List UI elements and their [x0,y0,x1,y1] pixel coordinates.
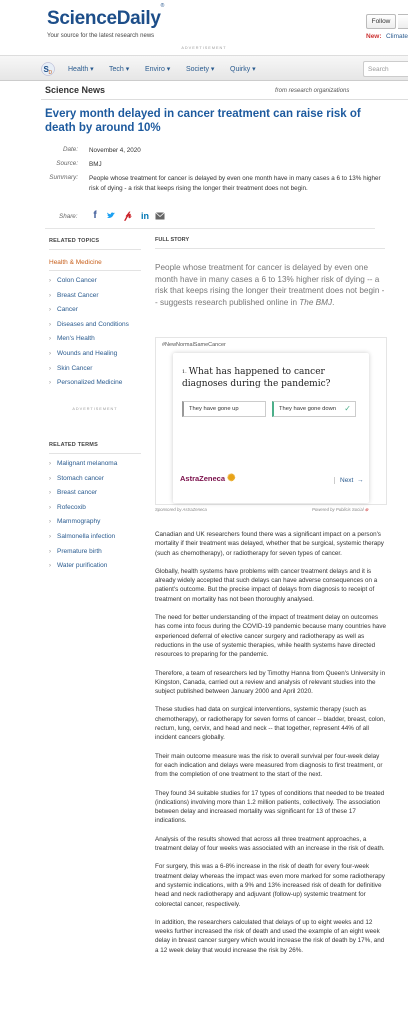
pinterest-icon[interactable]: 𝓅 [124,210,132,221]
related-term-item[interactable] [49,489,97,496]
related-topic-item[interactable] [49,321,129,328]
article-date: November 4, 2020 [89,147,141,154]
related-topic-label: Breast Cancer [57,291,99,299]
chevron-right-icon: › [49,292,51,299]
twitter-bird-icon [106,210,116,220]
related-topic-label: Men's Health [57,335,95,343]
lead-end: . [332,297,335,307]
chevron-right-icon: › [49,278,51,284]
related-topics-heading: RELATED TOPICS [49,238,100,244]
related-topic-label: Skin Cancer [57,364,93,372]
check-icon: ✓ [344,404,351,413]
summary-label: Summary: [49,174,78,181]
nav-health[interactable]: Health ▾ [68,66,94,73]
new-label: New: [366,33,382,40]
poll-next-button[interactable] [334,477,364,484]
date-label: Date: [62,146,78,153]
chevron-right-icon: › [49,519,51,526]
article-paragraph: Therefore, a team of researchers led by Timothy Hanna from Queen's University in Kingston, Canada, carried out a review and analysis of relevant studies into the subject published between January 2000 and April 2020. [155,669,386,696]
related-topic-item[interactable] [49,292,99,299]
article-source: BMJ [89,161,102,168]
poll-option-up[interactable]: They have gone up [182,401,266,417]
svg-text:D: D [48,70,53,76]
related-topic-label: Cancer [57,306,78,314]
related-term-item[interactable] [49,562,107,569]
site-tagline: Your source for the latest research news [47,33,155,39]
related-terms-heading: RELATED TERMS [49,442,98,448]
full-story-label: FULL STORY [155,237,190,243]
main-nav [0,55,408,81]
article-paragraph: They found 34 suitable studies for 17 types of conditions that needed to be treated (indications) involving more than 1.2 million patients, collectively. The association between delay and increased mortality was significant for 13 of these 17 indications. [155,789,385,825]
related-topic-label: Personalized Medicine [57,379,123,387]
meta-divider [45,228,375,229]
related-term-label: Salmonella infection [57,533,116,540]
poll-next-label: Next [340,477,354,484]
related-topic-item[interactable] [49,335,95,342]
related-term-item[interactable] [49,533,115,540]
lead-journal: The BMJ [299,297,333,307]
ad-label-sidebar: ADVERTISEMENT [72,407,118,411]
related-term-label: Mammography [57,518,101,526]
poll-hashtag: #NewNormalSameCancer [162,342,226,348]
article-paragraph: Analysis of the results showed that across all three treatment approaches, a treatment delay of four weeks was associated with an increase in the risk of death. [155,835,385,853]
chevron-right-icon: › [49,321,51,328]
twitter-icon[interactable] [106,210,116,222]
related-topic-item[interactable] [49,306,78,313]
article-paragraph: The need for better understanding of the impact of treatment delay on outcomes has come into focus during the COVID-19 pandemic because many countries have experienced deferral of elective cancer surgery and radiotherapy as well as reductions in the use of systemic therapies, while health systems have directed resources to preparing for the pandemic. [155,614,387,659]
astrazeneca-star-icon: ✺ [227,473,236,484]
facebook-icon[interactable]: f [93,210,97,221]
svg-text:S: S [43,65,49,74]
related-term-label: Rofecoxib [57,503,86,511]
article-headline: Every month delayed in cancer treatment can raise risk of death by around 10% [45,108,361,134]
article-paragraph: Canadian and UK researchers found there was a significant impact on a person's mortality if their treatment was delayed, whether that be surgical, systemic therapy (such as chemotherapy), or radiotherapy for seven types of cancer. [155,531,384,557]
related-term-label: Breast cancer [57,489,98,497]
follow-dropdown-button[interactable] [398,14,408,29]
site-header [0,0,408,46]
article-paragraph: These studies had data on surgical interventions, systemic therapy (such as chemotherapy), or radiotherapy for seven forms of cancer -- bladder, breast, colon, rectum, lung, cervix, and head and neck -- that together, represent 44% of all incident cancers globally. [155,706,386,742]
email-icon[interactable] [155,210,165,222]
chevron-right-icon: › [49,365,51,372]
related-topics-divider [49,249,141,250]
sd-logo-icon[interactable] [41,62,55,76]
poll-ad-card [155,337,387,505]
nav-society[interactable]: Society ▾ [186,66,215,73]
envelope-icon [155,212,165,220]
new-link[interactable]: Climate [386,33,408,40]
sponsor-name: AstraZeneca [180,474,226,483]
powered-by-label: Powered by Publicis Social [312,507,364,512]
chevron-right-icon: › [49,475,51,482]
poll-option-down-label: They have gone down [279,406,337,412]
share-label: Share: [59,213,78,220]
poll-option-down[interactable] [272,401,356,417]
related-term-label: Premature birth [57,547,102,555]
chevron-right-icon: › [49,351,51,357]
related-terms-divider [49,453,141,454]
ad-info-icon[interactable]: ⊗ [364,507,369,512]
related-topic-label: Wounds and Healing [57,350,118,357]
linkedin-icon[interactable]: in [141,211,149,221]
related-term-item[interactable] [49,548,102,555]
article-paragraph: For surgery, this was a 6-8% increase in the risk of death for every four-week treatment delay whereas the impact was even more marked for some radiotherapy and systemic indications, with a 9% and 13% increased risk of death for definitive head and neck radiotherapy and adjuvant (follow-up) systemic treatment for colorectal cancer, respectively. [155,863,385,908]
article-lead [155,262,385,308]
poll-question-number: 1. [182,369,187,375]
related-topic-label: Colon Cancer [57,277,97,284]
related-term-item[interactable] [49,475,104,482]
chevron-right-icon: › [49,336,51,343]
poll-inner-card [173,353,369,503]
topic-category[interactable]: Health & Medicine [49,259,102,266]
category-divider [49,270,141,271]
nav-tech[interactable]: Tech ▾ [109,66,130,73]
ad-label-top: ADVERTISEMENT [181,46,227,50]
article-paragraph: In addition, the researchers calculated that delays of up to eight weeks and 12 weeks further increased the risk of death and used the example of an eight week delay in breast cancer surgery which would increase the risk of death by 17%, and a 12 week delay that would increase the risk by 26%. [155,918,385,954]
chevron-right-icon: › [49,548,51,555]
lead-text: People whose treatment for cancer is delayed by even one month have in many cases a 6 to 13% higher risk of dying -- a risk that keeps rising the longer their treatment does not begin -- suggests research published online in [155,263,385,307]
chevron-right-icon: › [49,490,51,497]
chevron-right-icon: › [49,380,51,387]
related-topic-item[interactable] [49,277,97,284]
site-logo[interactable]: ScienceDaily® [47,2,165,29]
section-title: Science News [45,85,106,95]
follow-button[interactable]: Follow [366,14,396,29]
article-body [155,530,387,964]
powered-by-text [312,507,368,513]
chevron-right-icon: › [49,461,51,467]
astrazeneca-logo[interactable] [180,473,236,484]
search-input[interactable]: Search [363,61,408,77]
related-term-label: Stomach cancer [57,474,104,482]
nav-enviro[interactable]: Enviro ▾ [145,66,171,73]
related-term-label: Malignant melanoma [57,460,118,467]
chevron-right-icon: › [49,534,51,540]
related-term-label: Water purification [57,562,108,570]
article-paragraph: Globally, health systems have problems with cancer treatment delays and it is already widely accepted that such delays can have adverse consequences on a patient's outcome. But the precise impact of delays from diagnosis to receipt of treatment on mortality has not been thoroughly analysed. [155,567,378,603]
nav-quirky[interactable]: Quirky ▾ [230,66,256,73]
poll-question [182,366,362,390]
related-term-item[interactable] [49,504,86,511]
section-bar [41,84,408,100]
article-paragraph: Their main outcome measure was the risk to overall survival per four-week delay for each indication and delays were measured from diagnosis to first treatment, or from the completion of one treatment to the start of the next. [155,752,383,779]
chevron-right-icon: › [49,563,51,570]
chevron-right-icon: › [49,307,51,314]
arrow-right-icon: → [355,477,364,484]
sponsored-by-text: Sponsored by AstraZeneca [155,507,207,512]
poll-question-text: What has happened to cancer diagnoses during the pandemic? [182,367,331,389]
related-topic-item[interactable] [49,365,92,372]
related-topic-item[interactable] [49,350,117,357]
article-summary: People whose treatment for cancer is delayed by even one month have in many cases a 6 to 13% higher risk of dying - a risk that keeps rising the longer their treatment does not begin. [89,175,381,192]
chevron-right-icon: › [49,504,51,511]
related-term-item[interactable] [49,518,100,525]
related-topic-label: Diseases and Conditions [57,320,129,328]
related-topic-item[interactable] [49,379,122,386]
source-label: Source: [56,160,78,167]
related-term-item[interactable] [49,460,117,467]
full-story-divider [155,248,385,249]
section-source: from research organizations [275,88,350,94]
